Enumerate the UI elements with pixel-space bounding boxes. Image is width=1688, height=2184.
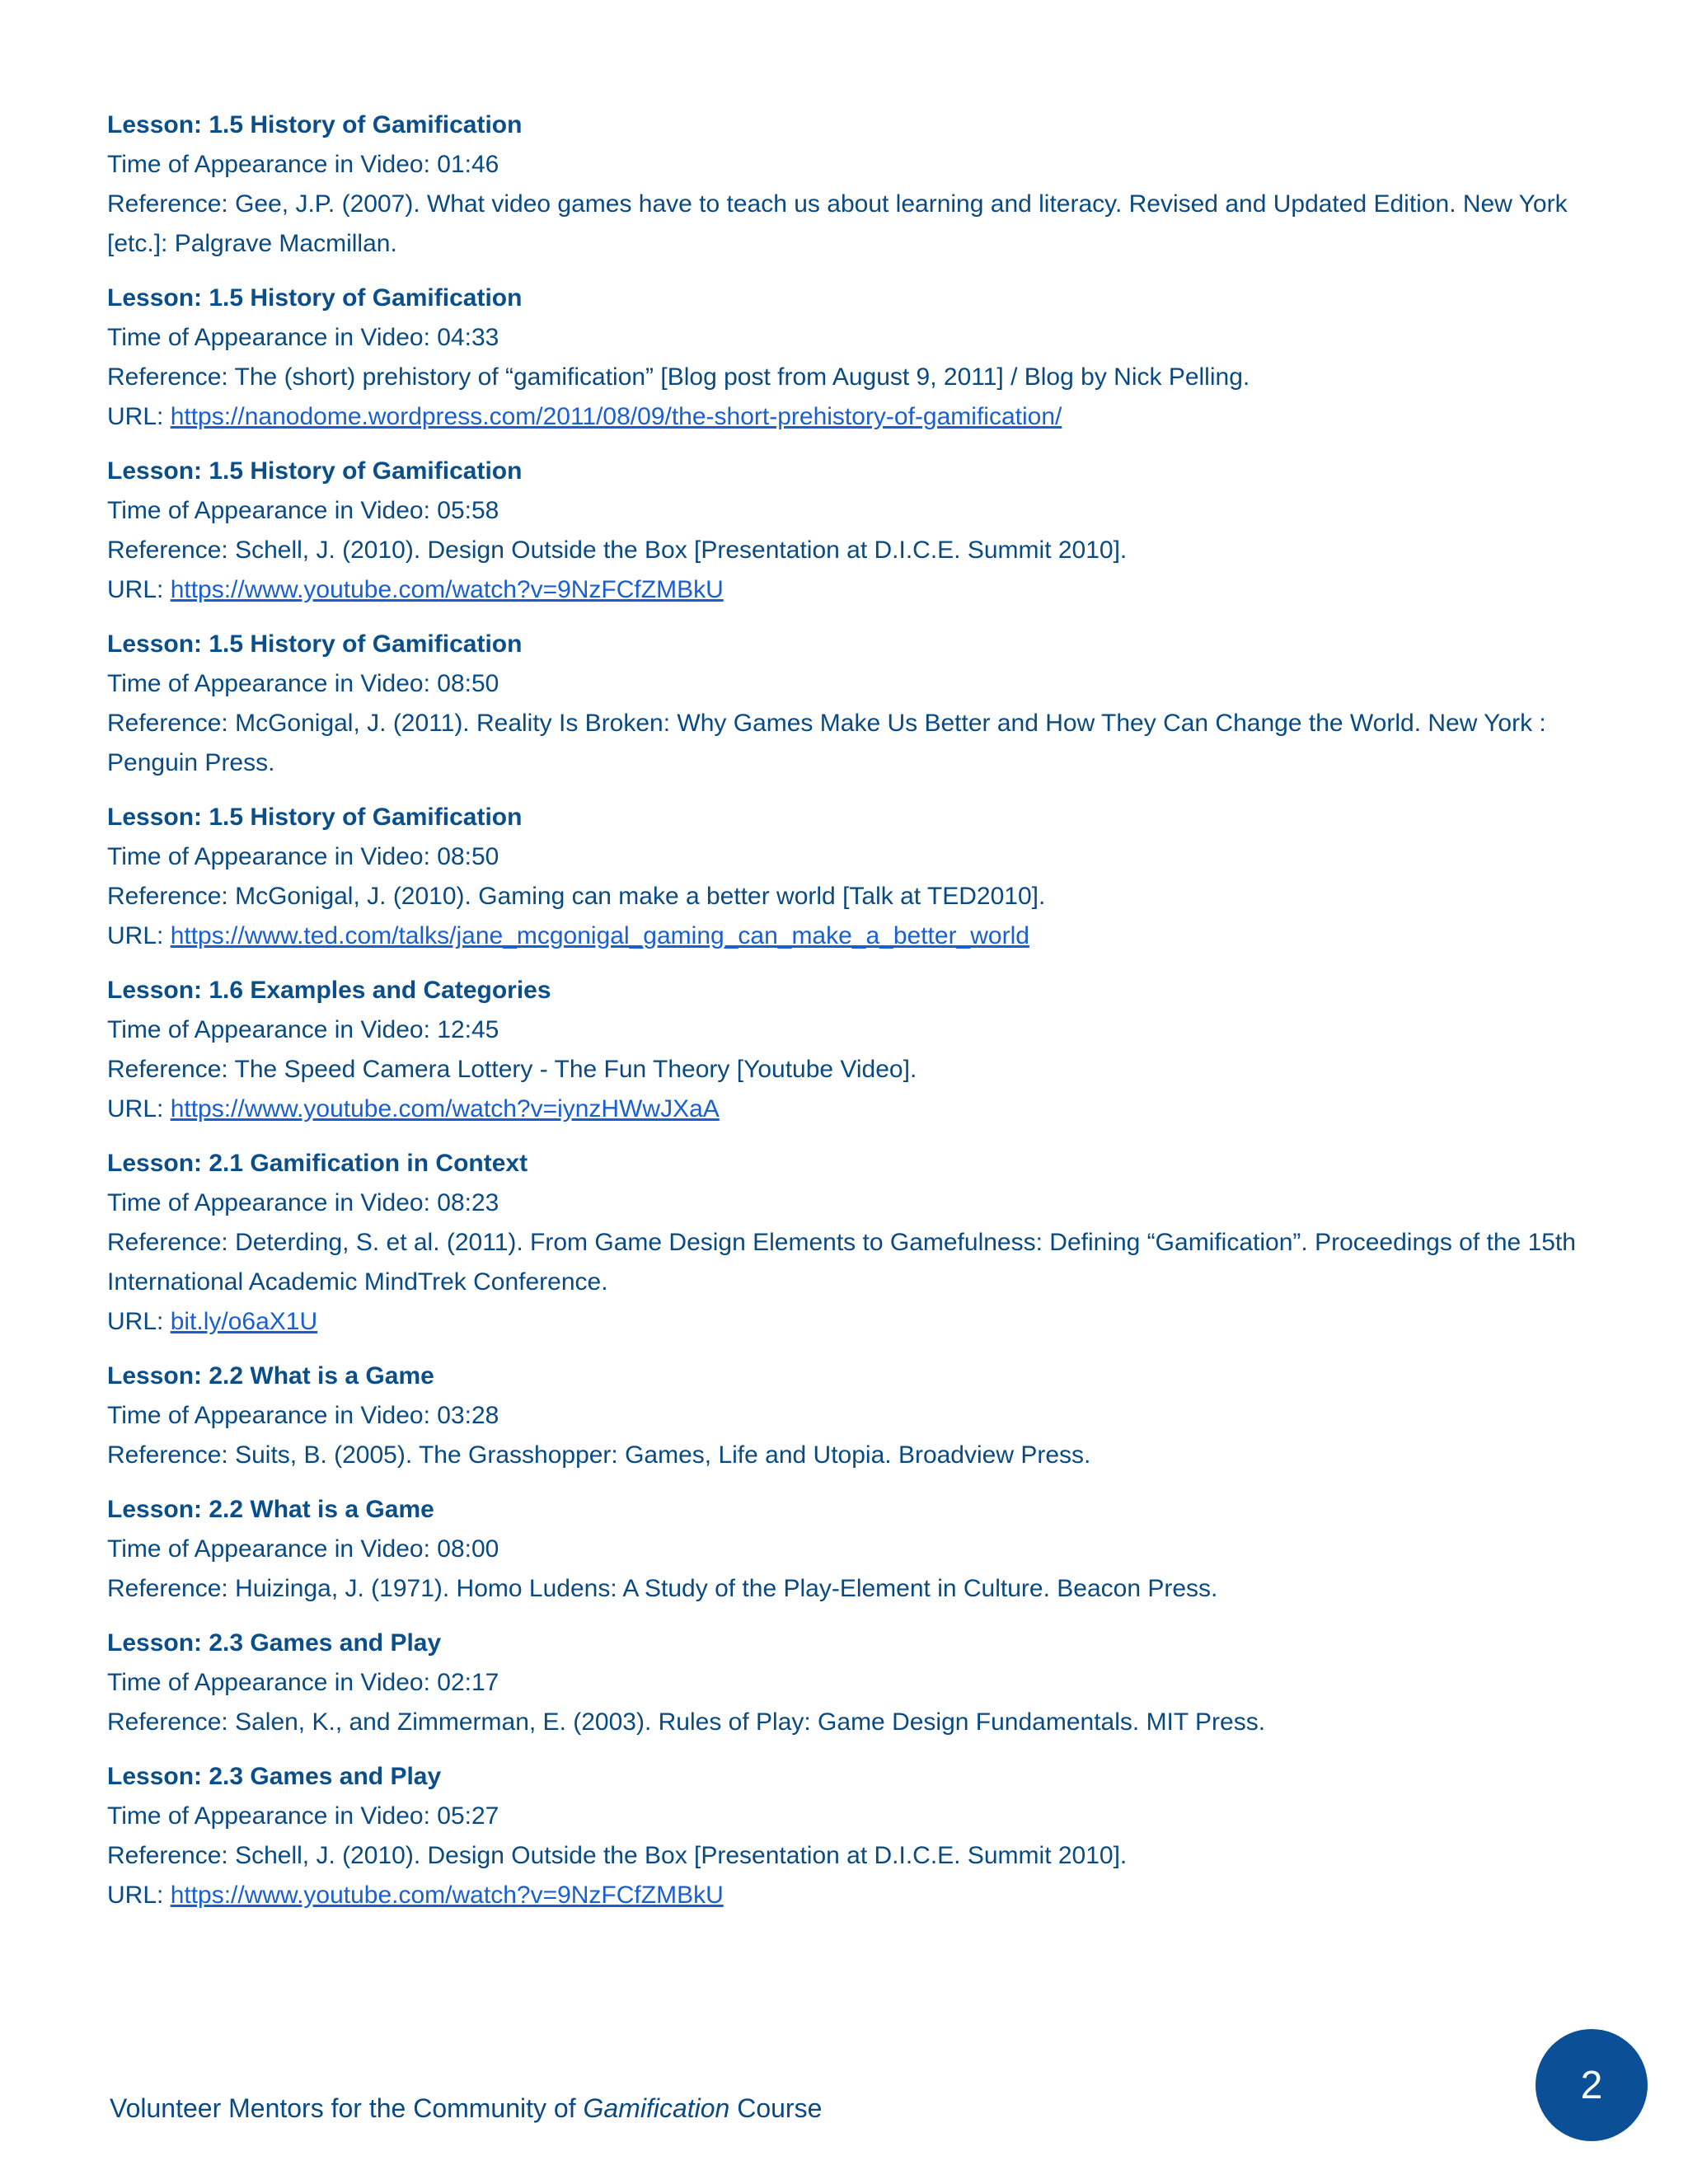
lesson-heading: Lesson: 1.5 History of Gamification xyxy=(107,804,523,831)
url-line xyxy=(107,1876,1591,1915)
reference-text: Reference: Deterding, S. et al. (2011). From Game Design Elements to Gamefulness: Defining “Gamification”. Proceedings of the 15th International Academic MindTrek Conference. xyxy=(107,1229,1576,1296)
reference-url-link[interactable]: https://www.youtube.com/watch?v=9NzFCfZMBkU xyxy=(170,1882,724,1909)
reference-text: Reference: The (short) prehistory of “gamification” [Blog post from August 9, 2011] / Blog by Nick Pelling. xyxy=(107,363,1250,391)
reference-text: Reference: Schell, J. (2010). Design Outside the Box [Presentation at D.I.C.E. Summit 2010]. xyxy=(107,1842,1128,1869)
url-label: URL: xyxy=(107,576,171,603)
reference-entry xyxy=(107,279,1591,437)
reference-text: Reference: Huizinga, J. (1971). Homo Ludens: A Study of the Play-Element in Culture. Beacon Press. xyxy=(107,1575,1218,1602)
time-of-appearance: Time of Appearance in Video: 03:28 xyxy=(107,1402,499,1429)
lesson-heading: Lesson: 1.5 History of Gamification xyxy=(107,284,523,312)
page-footer xyxy=(110,2093,822,2124)
lesson-heading: Lesson: 1.5 History of Gamification xyxy=(107,111,523,138)
lesson-heading: Lesson: 2.3 Games and Play xyxy=(107,1629,442,1657)
time-of-appearance: Time of Appearance in Video: 02:17 xyxy=(107,1669,499,1696)
footer-suffix: Course xyxy=(729,2093,823,2123)
time-of-appearance: Time of Appearance in Video: 08:00 xyxy=(107,1535,499,1563)
reference-text: Reference: McGonigal, J. (2010). Gaming can make a better world [Talk at TED2010]. xyxy=(107,883,1046,910)
time-of-appearance: Time of Appearance in Video: 04:33 xyxy=(107,324,499,351)
reference-text: Reference: McGonigal, J. (2011). Reality Is Broken: Why Games Make Us Better and How They Can Change the World. New York : Penguin Press. xyxy=(107,710,1546,776)
time-of-appearance: Time of Appearance in Video: 05:27 xyxy=(107,1802,499,1830)
reference-entry xyxy=(107,1357,1591,1475)
time-of-appearance: Time of Appearance in Video: 08:50 xyxy=(107,670,499,697)
time-of-appearance: Time of Appearance in Video: 01:46 xyxy=(107,151,499,178)
reference-text: Reference: The Speed Camera Lottery - The Fun Theory [Youtube Video]. xyxy=(107,1056,917,1083)
reference-url-link[interactable]: https://www.youtube.com/watch?v=9NzFCfZMBkU xyxy=(170,576,724,603)
url-line xyxy=(107,570,1591,610)
reference-entry xyxy=(107,1757,1591,1915)
time-of-appearance: Time of Appearance in Video: 08:23 xyxy=(107,1189,499,1216)
reference-entry xyxy=(107,1144,1591,1342)
lesson-heading: Lesson: 2.1 Gamification in Context xyxy=(107,1150,528,1177)
footer-prefix: Volunteer Mentors for the Community of xyxy=(110,2093,584,2123)
url-line xyxy=(107,916,1591,956)
reference-url-link[interactable]: https://www.ted.com/talks/jane_mcgonigal_gaming_can_make_a_better_world xyxy=(170,922,1029,949)
reference-url-link[interactable]: https://www.youtube.com/watch?v=iynzHWwJXaA xyxy=(170,1095,720,1122)
url-line xyxy=(107,397,1591,437)
lesson-heading: Lesson: 1.5 History of Gamification xyxy=(107,457,523,485)
reference-entry xyxy=(107,105,1591,264)
lesson-heading: Lesson: 1.5 History of Gamification xyxy=(107,630,523,658)
url-label: URL: xyxy=(107,1308,171,1335)
reference-entry xyxy=(107,798,1591,956)
page-number: 2 xyxy=(1580,2063,1603,2107)
reference-entry xyxy=(107,452,1591,610)
url-label: URL: xyxy=(107,403,171,430)
reference-entry xyxy=(107,971,1591,1129)
time-of-appearance: Time of Appearance in Video: 08:50 xyxy=(107,843,499,870)
reference-text: Reference: Schell, J. (2010). Design Outside the Box [Presentation at D.I.C.E. Summit 2010]. xyxy=(107,537,1128,564)
lesson-heading: Lesson: 2.2 What is a Game xyxy=(107,1362,434,1390)
lesson-heading: Lesson: 2.3 Games and Play xyxy=(107,1763,442,1790)
url-label: URL: xyxy=(107,1882,171,1909)
reference-entry xyxy=(107,625,1591,783)
reference-entry xyxy=(107,1624,1591,1742)
url-label: URL: xyxy=(107,922,171,949)
reference-text: Reference: Gee, J.P. (2007). What video games have to teach us about learning and literacy. Revised and Updated Edition. New York [etc.]: Palgrave Macmillan. xyxy=(107,190,1568,257)
reference-list xyxy=(107,105,1591,1930)
reference-url-link[interactable]: https://nanodome.wordpress.com/2011/08/09/the-short-prehistory-of-gamification/ xyxy=(170,403,1062,430)
reference-entry xyxy=(107,1490,1591,1609)
lesson-heading: Lesson: 1.6 Examples and Categories xyxy=(107,977,551,1004)
footer-italic: Gamification xyxy=(583,2093,730,2123)
time-of-appearance: Time of Appearance in Video: 05:58 xyxy=(107,497,499,524)
reference-text: Reference: Suits, B. (2005). The Grasshopper: Games, Life and Utopia. Broadview Press. xyxy=(107,1441,1091,1469)
url-line xyxy=(107,1302,1591,1342)
lesson-heading: Lesson: 2.2 What is a Game xyxy=(107,1496,434,1523)
reference-text: Reference: Salen, K., and Zimmerman, E. (2003). Rules of Play: Game Design Fundamentals. MIT Press. xyxy=(107,1708,1266,1736)
reference-url-link[interactable]: bit.ly/o6aX1U xyxy=(170,1308,318,1335)
url-line xyxy=(107,1090,1591,1129)
url-label: URL: xyxy=(107,1095,171,1122)
page-number-badge xyxy=(1536,2029,1648,2141)
time-of-appearance: Time of Appearance in Video: 12:45 xyxy=(107,1016,499,1043)
